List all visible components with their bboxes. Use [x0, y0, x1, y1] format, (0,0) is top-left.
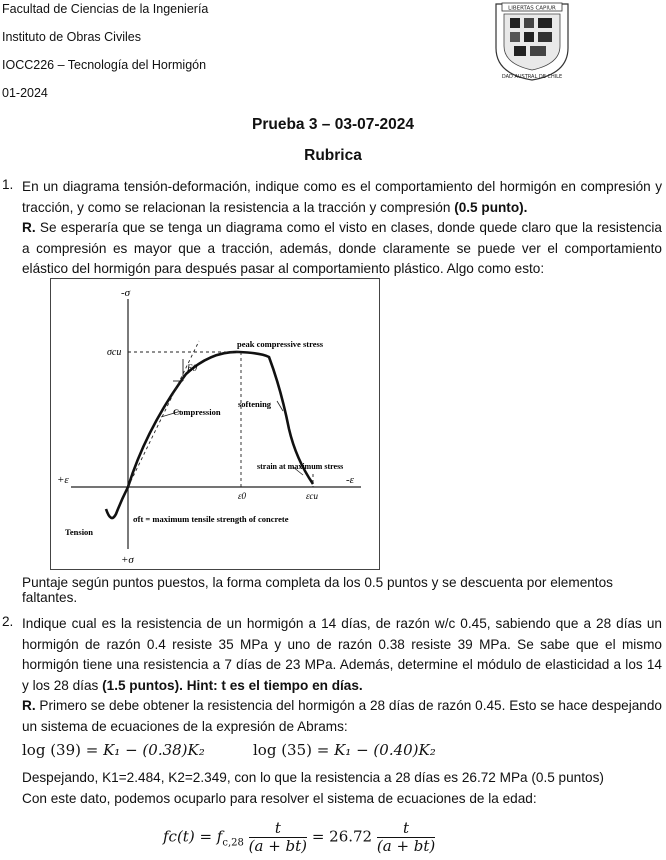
course-name: IOCC226 – Tecnología del Hormigón: [2, 58, 207, 72]
q2-answer-label: R.: [22, 698, 36, 713]
q1-text: [22, 177, 662, 280]
q2-answer: Primero se debe obtener la resistencia del hormigón a 28 días de razón 0.45. Esto se hace despejando un sistema de ecuaciones de la expresión de Abrams:: [22, 698, 662, 734]
svg-text:DAD AUSTRAL DE CHILE: DAD AUSTRAL DE CHILE: [501, 74, 563, 80]
q1-answer: Se esperaría que se tenga un diagrama como el visto en clases, donde quede claro que la resistencia a compresión es mayor que a tracción, además, donde claramente se puede ver el comportamiento elástico del hormigón para después pasar al comportamiento plástico. Algo como esto:: [22, 220, 662, 276]
q2-points: (1.5 puntos). Hint: t es el tiempo en días.: [102, 677, 363, 693]
q2-number: 2.: [2, 614, 14, 629]
q1-number: 1.: [2, 177, 14, 192]
exam-title: Prueba 3 – 03-07-2024: [252, 116, 414, 133]
age-equation: $fc(t) = f_{c,28}$ $\frac{t}{(a + bt)}$ = 26.72 $\frac{t}{(a + bt)}$: [163, 819, 436, 855]
abrams-equation-2: log (35) = K₁ − (0.40)K₂: [253, 741, 436, 759]
faculty-name: Facultad de Ciencias de la Ingeniería: [2, 2, 209, 16]
label-tension: Tension: [65, 527, 94, 537]
label-strain-max: strain at maximum stress: [257, 462, 344, 471]
abrams-equation-1: log (39) = K₁ − (0.38)K₂: [22, 741, 205, 759]
stress-strain-figure: [50, 278, 380, 570]
institute-name: Instituto de Obras Civiles: [2, 30, 141, 44]
label-neg-eps: -ε: [346, 474, 354, 486]
label-pos-sigma: +σ: [121, 554, 134, 566]
label-sigma-ft: σft = maximum tensile strength of concrete: [133, 514, 289, 524]
q1-points: (0.5 punto).: [454, 199, 528, 215]
university-logo: [490, 0, 574, 82]
q2-solve-text: Despejando, K1=2.484, K2=2.349, con lo que la resistencia a 28 días es 26.72 MPa (0.5 puntos): [22, 770, 604, 785]
q2-continue-text: Con este dato, podemos ocuparlo para resolver el sistema de ecuaciones de la edad:: [22, 791, 537, 806]
label-softening: softening: [238, 399, 272, 409]
label-sigma-cu: σcu: [107, 347, 122, 358]
q1-score-note: Puntaje según puntos puestos, la forma completa da los 0.5 puntos y se descuenta por elementos faltantes.: [22, 575, 613, 605]
stress-strain-curve: [106, 352, 313, 518]
q1-statement: En un diagrama tensión-deformación, indique como es el comportamiento del hormigón en compresión y tracción, y como se relacionan la resistencia a la tracción y compresión: [22, 179, 662, 215]
label-epscu: εcu: [306, 491, 319, 501]
q1-answer-label: R.: [22, 220, 36, 235]
svg-text:LIBERTAS CAPIUR: LIBERTAS CAPIUR: [508, 5, 556, 12]
label-eps0: ε0: [238, 491, 247, 501]
label-e0: E0: [187, 363, 197, 373]
label-compression: Compression: [173, 407, 221, 417]
label-pos-eps: +ε: [57, 474, 69, 486]
label-neg-sigma: -σ: [121, 287, 131, 299]
semester: 01-2024: [2, 86, 48, 100]
label-peak: peak compressive stress: [237, 339, 324, 349]
q2-statement: Indique cual es la resistencia de un hormigón a 14 días, de razón w/c 0.45, sabiendo que a 28 días un hormigón de razón 0.4 resiste 35 MPa y uno de razón 0.38 resiste 39 MPa. Se sabe que el mismo hormigón tiene una resistencia a 7 días de 23 MPa. Además, determine el módulo de elasticidad a los 14 y los 28 días: [22, 616, 662, 693]
q2-text: [22, 614, 662, 737]
exam-subtitle: Rubrica: [304, 147, 362, 164]
